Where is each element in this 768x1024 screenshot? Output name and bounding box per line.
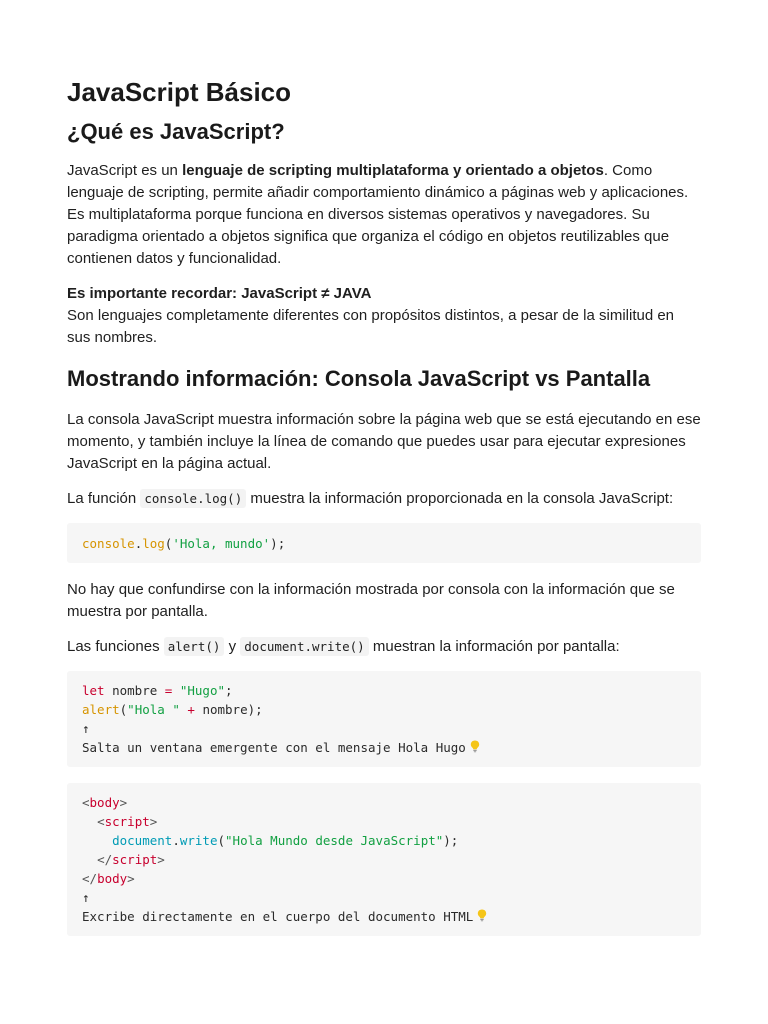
console-description-paragraph: La consola JavaScript muestra información sobre la página web que se está ejecutando en ese momento, y también incluye la línea de comando que puedes usar para ejecutar expresiones JavaScript en la página actual. xyxy=(67,411,701,472)
code-tag-body-close: body xyxy=(97,871,128,886)
note-title xyxy=(67,283,701,305)
code-tag-bracket: > xyxy=(149,814,158,829)
code-block-console-log xyxy=(67,523,701,563)
code-tag-script-close: script xyxy=(112,852,158,867)
code-paren-open: ( xyxy=(217,833,226,848)
code-tag-body: body xyxy=(89,795,120,810)
code-tag-bracket: > xyxy=(119,795,128,810)
inline-code-console-log: console.log() xyxy=(140,489,246,508)
console-log-text-end: muestra la información proporcionada en la consola JavaScript: xyxy=(246,490,674,507)
code-variable-nombre: nombre xyxy=(104,683,165,698)
screen-functions-paragraph xyxy=(67,636,701,658)
code-function-log: log xyxy=(142,536,165,551)
console-log-text-start: La función xyxy=(67,490,141,507)
code-dot: . xyxy=(172,833,180,848)
code-tag-bracket: > xyxy=(157,852,165,867)
code-function-write: write xyxy=(179,833,218,848)
code-document-write-description: Excribe directamente en el cuerpo del documento HTML xyxy=(82,909,474,924)
screen-vs-console-paragraph: No hay que confundirse con la información mostrada por consola con la información que se muestra por pantalla. xyxy=(67,581,675,620)
code-alert-rest: nombre); xyxy=(194,702,263,717)
inline-code-alert: alert() xyxy=(164,637,225,656)
code-paren-open: ( xyxy=(164,536,173,551)
lightbulb-icon xyxy=(477,908,487,920)
inline-code-document-write: document.write() xyxy=(240,637,368,656)
code-semicolon: ; xyxy=(225,683,233,698)
code-object-document: document xyxy=(112,833,173,848)
note-text: Son lenguajes completamente diferentes con propósitos distintos, a pesar de la similitud en sus nombres. xyxy=(67,307,675,346)
code-tag-bracket: </ xyxy=(97,852,113,867)
code-dot: . xyxy=(134,536,143,551)
code-tag-bracket: < xyxy=(82,795,90,810)
console-log-paragraph xyxy=(67,488,701,510)
intro-paragraph xyxy=(67,160,701,270)
section-heading-what-is-js: ¿Qué es JavaScript? xyxy=(67,119,285,144)
code-tag-bracket: < xyxy=(97,814,105,829)
code-string-hugo: "Hugo" xyxy=(179,683,226,698)
page-title: JavaScript Básico xyxy=(67,77,292,107)
code-tag-bracket: </ xyxy=(82,871,98,886)
intro-bold-text: lenguaje de scripting multiplataforma y orientado a objetos xyxy=(182,162,604,179)
code-indent xyxy=(82,814,97,829)
screen-functions-text-end: muestran la información por pantalla: xyxy=(368,638,620,655)
up-arrow-icon: ↑ xyxy=(82,890,90,905)
code-tag-bracket: > xyxy=(127,871,135,886)
code-object-console: console xyxy=(82,536,135,551)
code-block-document-write xyxy=(67,783,701,936)
note-title-text: Es importante recordar: JavaScript ≠ JAVA xyxy=(67,285,372,302)
intro-text-start: JavaScript es un xyxy=(67,162,183,179)
code-keyword-let: let xyxy=(82,683,105,698)
code-indent xyxy=(82,833,112,848)
code-alert-description: Salta un ventana emergente con el mensaje Hola Hugo xyxy=(82,740,466,755)
code-operator-assign: = xyxy=(164,683,173,698)
code-paren-close: ); xyxy=(270,536,286,551)
screen-functions-text-mid: y xyxy=(224,638,241,655)
code-indent xyxy=(82,852,97,867)
screen-functions-text-start: Las funciones xyxy=(67,638,164,655)
code-paren-close: ); xyxy=(443,833,459,848)
code-space xyxy=(172,683,180,698)
code-string-hola: "Hola " xyxy=(127,702,180,717)
section-heading-console-vs-screen: Mostrando información: Consola JavaScript vs Pantalla xyxy=(67,366,651,391)
code-block-alert xyxy=(67,671,701,767)
code-paren-open: ( xyxy=(119,702,128,717)
lightbulb-icon xyxy=(470,739,480,751)
code-string-hola-mundo: 'Hola, mundo' xyxy=(172,536,271,551)
code-operator-plus: + xyxy=(187,702,195,717)
code-string-hola-mundo-js: "Hola Mundo desde JavaScript" xyxy=(225,833,444,848)
code-tag-script: script xyxy=(104,814,150,829)
intro-text-end: . Como lenguaje de scripting, permite añadir comportamiento dinámico a páginas web y aplicaciones. Es multiplataforma porque funciona en diversos sistemas operativos y navegadores. Su paradigma orientado a objetos significa que organiza el código en objetos reutilizables que contienen datos y funcionalidad. xyxy=(67,162,689,267)
up-arrow-icon: ↑ xyxy=(82,721,90,736)
code-function-alert: alert xyxy=(82,702,120,717)
